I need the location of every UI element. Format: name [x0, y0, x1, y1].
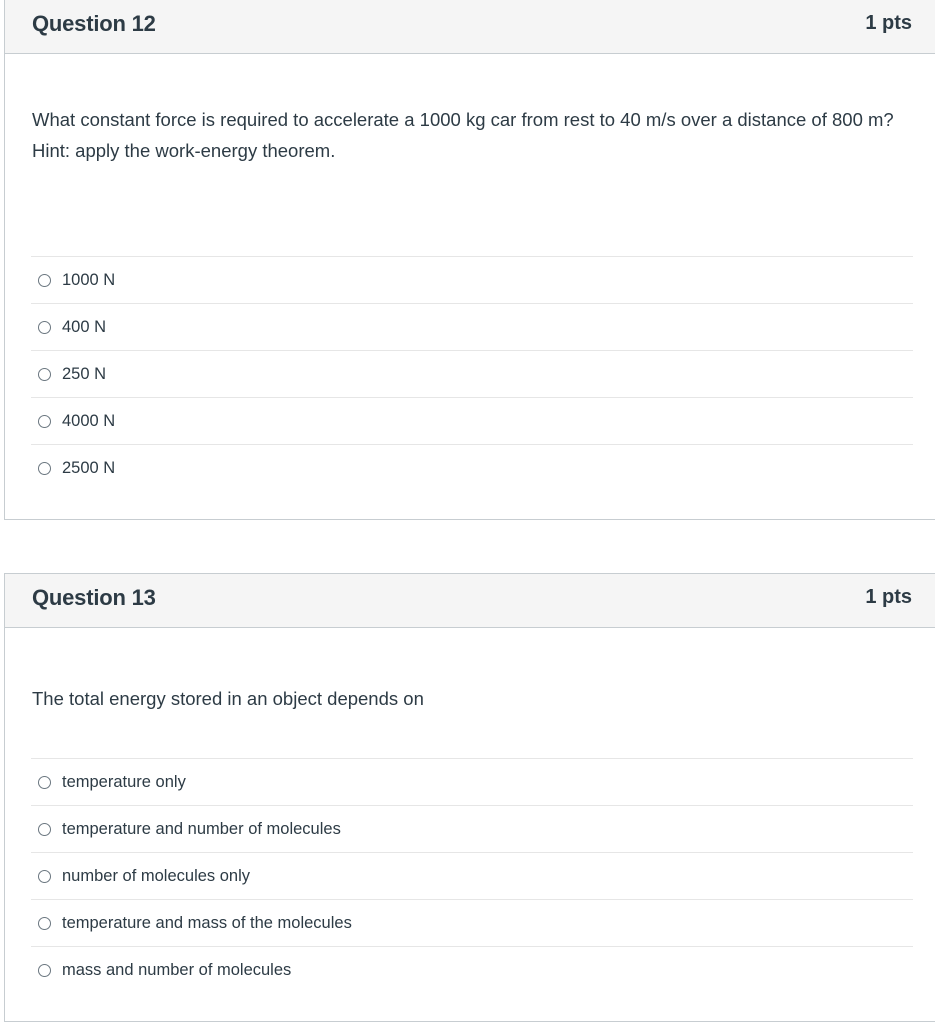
question-header — [5, 574, 935, 628]
radio-button-icon[interactable] — [38, 823, 51, 836]
question-text: What constant force is required to accelerate a 1000 kg car from rest to 40 m/s over a distance of 800 m? Hint: apply the work-energy theorem. — [32, 109, 894, 161]
question-text: The total energy stored in an object depends on — [32, 688, 424, 709]
answer-label[interactable]: temperature and number of molecules — [62, 819, 341, 838]
answer-label[interactable]: temperature only — [62, 772, 186, 791]
question-title: Question 13 — [32, 585, 156, 610]
answer-option[interactable] — [31, 257, 913, 304]
radio-button-icon[interactable] — [38, 917, 51, 930]
answer-label[interactable]: mass and number of molecules — [62, 961, 292, 979]
radio-button-icon[interactable] — [38, 415, 51, 428]
answer-label[interactable]: 250 N — [62, 364, 107, 383]
answer-option[interactable] — [31, 351, 913, 398]
answer-option[interactable] — [31, 398, 913, 445]
answer-list — [31, 256, 913, 492]
answer-label[interactable]: temperature and mass of the molecules — [62, 913, 352, 932]
answer-option[interactable] — [31, 759, 913, 806]
answer-option[interactable] — [31, 853, 913, 900]
question-card-12 — [4, 0, 935, 520]
radio-button-icon[interactable] — [38, 321, 51, 334]
answer-label[interactable]: 2500 N — [62, 459, 116, 477]
radio-button-icon[interactable] — [38, 776, 51, 789]
question-points: 1 pts — [865, 12, 912, 34]
answer-label[interactable]: 400 N — [62, 317, 107, 336]
answer-option[interactable] — [31, 806, 913, 853]
radio-button-icon[interactable] — [38, 964, 51, 977]
answer-option[interactable] — [31, 445, 913, 492]
answer-option[interactable] — [31, 900, 913, 947]
question-title: Question 12 — [32, 11, 156, 36]
answer-label[interactable]: number of molecules only — [62, 866, 251, 885]
question-points: 1 pts — [865, 586, 912, 608]
question-header — [5, 0, 935, 54]
answer-label[interactable]: 4000 N — [62, 411, 116, 430]
radio-button-icon[interactable] — [38, 368, 51, 381]
radio-button-icon[interactable] — [38, 870, 51, 883]
radio-button-icon[interactable] — [38, 462, 51, 475]
radio-button-icon[interactable] — [38, 274, 51, 287]
answer-option[interactable] — [31, 947, 913, 994]
answer-label[interactable]: 1000 N — [62, 270, 116, 289]
answer-list — [31, 758, 913, 994]
answer-option[interactable] — [31, 304, 913, 351]
question-card-13 — [4, 573, 935, 1022]
